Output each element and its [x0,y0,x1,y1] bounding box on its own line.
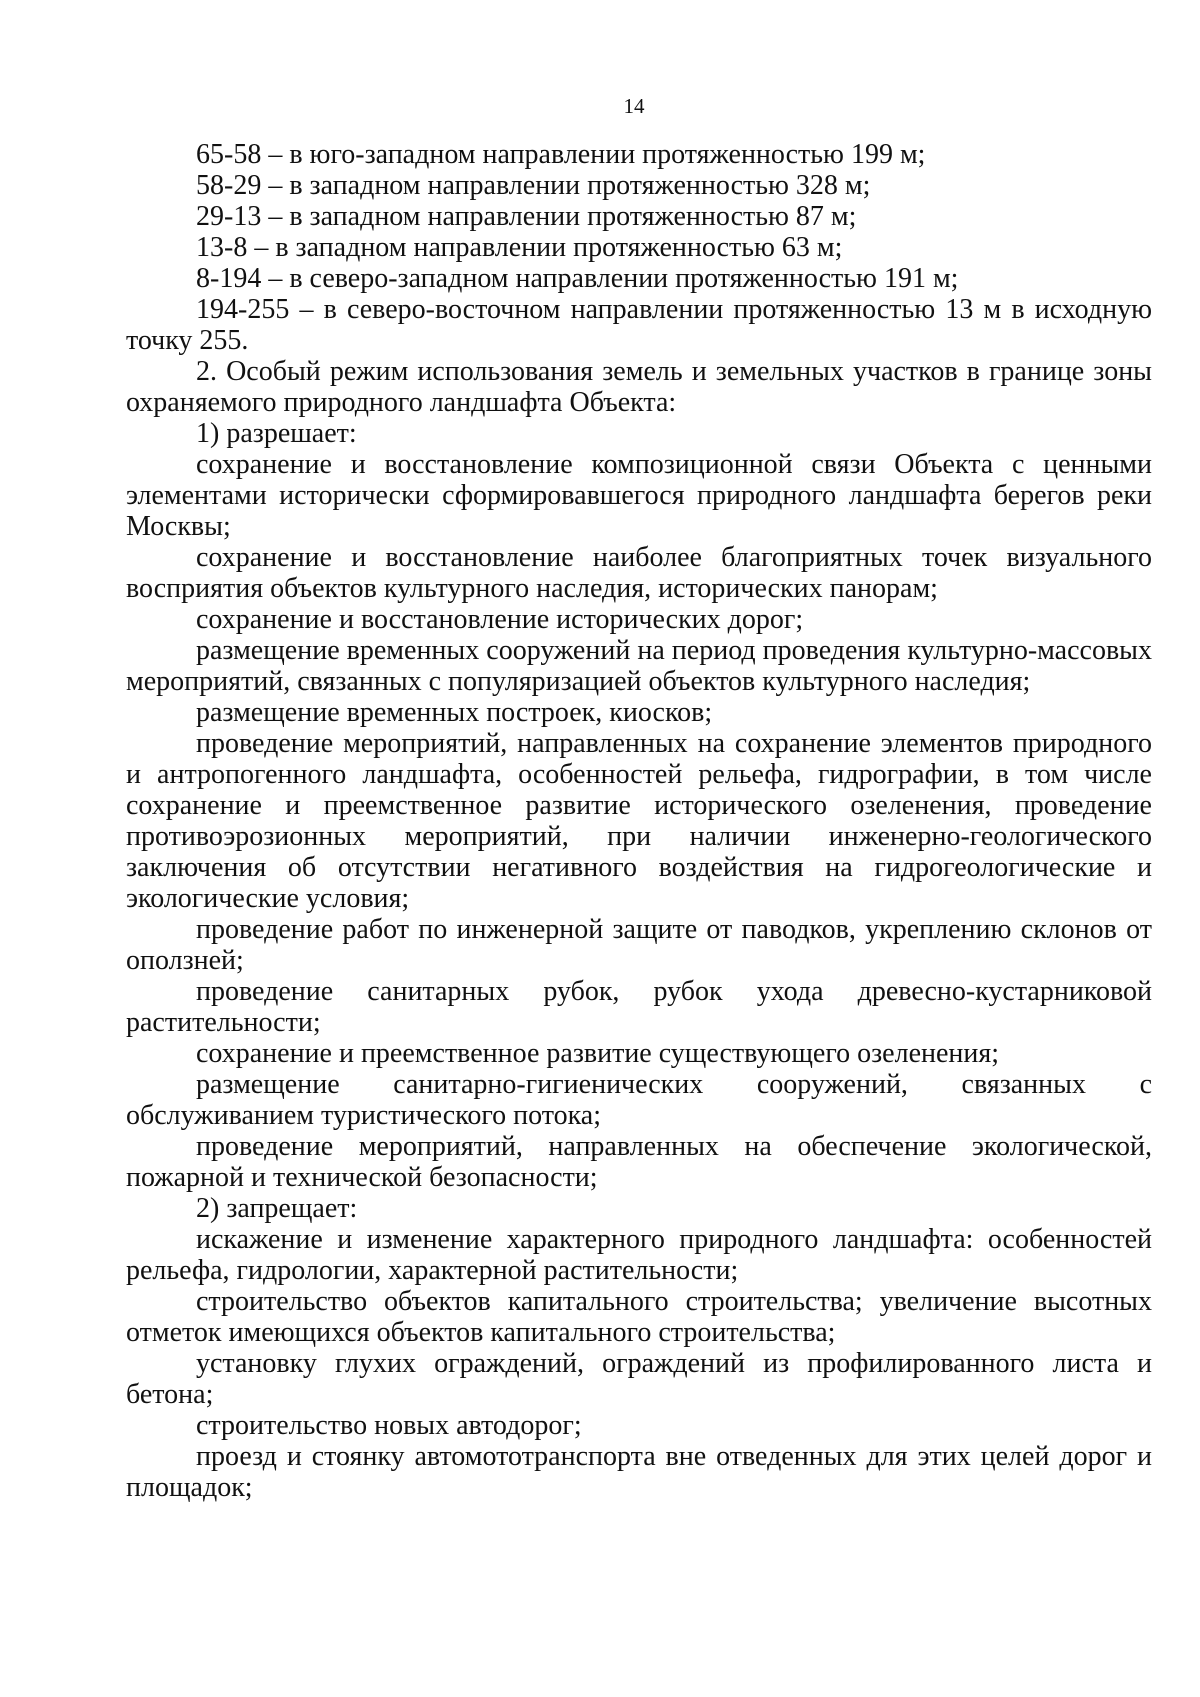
paragraph: 1) разрешает: [196,418,357,449]
paragraph: строительство новых автодорог; [196,1410,582,1441]
paragraph: 2. Особый режим использования земель и земельных участков в границе зоны охраняемого природного ландшафта Объекта: [126,356,1152,418]
paragraph: размещение временных сооружений на период проведения культурно-массовых мероприятий, связанных с популяризацией объектов культурного наследия; [126,635,1152,697]
paragraph: искажение и изменение характерного природного ландшафта: особенностей рельефа, гидрологии, характерной растительности; [126,1224,1152,1286]
paragraph: проведение мероприятий, направленных на обеспечение экологической, пожарной и технической безопасности; [126,1131,1152,1193]
paragraph: 2) запрещает: [196,1193,358,1224]
paragraph: сохранение и восстановление исторических дорог; [196,604,804,635]
paragraph: проведение работ по инженерной защите от паводков, укреплению склонов от оползней; [126,914,1152,976]
paragraph: проезд и стоянку автомототранспорта вне отведенных для этих целей дорог и площадок; [126,1441,1152,1503]
paragraph: строительство объектов капитального строительства; увеличение высотных отметок имеющихся объектов капитального строительства; [126,1286,1152,1348]
paragraph: установку глухих ограждений, ограждений из профилированного листа и бетона; [126,1348,1152,1410]
paragraph: сохранение и восстановление композиционной связи Объекта с ценными элементами исторически сформировавшегося природного ландшафта берегов реки Москвы; [126,449,1152,542]
paragraph: размещение временных построек, киосков; [196,697,713,728]
paragraph: проведение санитарных рубок, рубок ухода древесно-кустарниковой растительности; [126,976,1152,1038]
paragraph: сохранение и преемственное развитие существующего озеленения; [196,1038,1000,1069]
page-number: 14 [623,94,645,118]
document-body [126,139,1152,1503]
paragraph: 29-13 – в западном направлении протяженностью 87 м; [196,201,857,232]
paragraph: 58-29 – в западном направлении протяженностью 328 м; [196,170,871,201]
paragraph: 8-194 – в северо-западном направлении протяженностью 191 м; [196,263,959,294]
paragraph: проведение мероприятий, направленных на сохранение элементов природного и антропогенного ландшафта, особенностей рельефа, гидрографии, в том числе сохранение и преемственное развитие исторического озеленения, проведение противоэрозионных мероприятий, при наличии инженерно-геологического заключения об отсутствии негативного воздействия на гидрогеологические и экологические условия; [126,728,1152,914]
paragraph: 194-255 – в северо-восточном направлении протяженностью 13 м в исходную точку 255. [126,294,1152,356]
paragraph: размещение санитарно-гигиенических сооружений, связанных с обслуживанием туристического потока; [126,1069,1152,1131]
paragraph: сохранение и восстановление наиболее благоприятных точек визуального восприятия объектов культурного наследия, исторических панорам; [126,542,1152,604]
paragraph: 13-8 – в западном направлении протяженностью 63 м; [196,232,843,263]
paragraph: 65-58 – в юго-западном направлении протяженностью 199 м; [196,139,926,170]
